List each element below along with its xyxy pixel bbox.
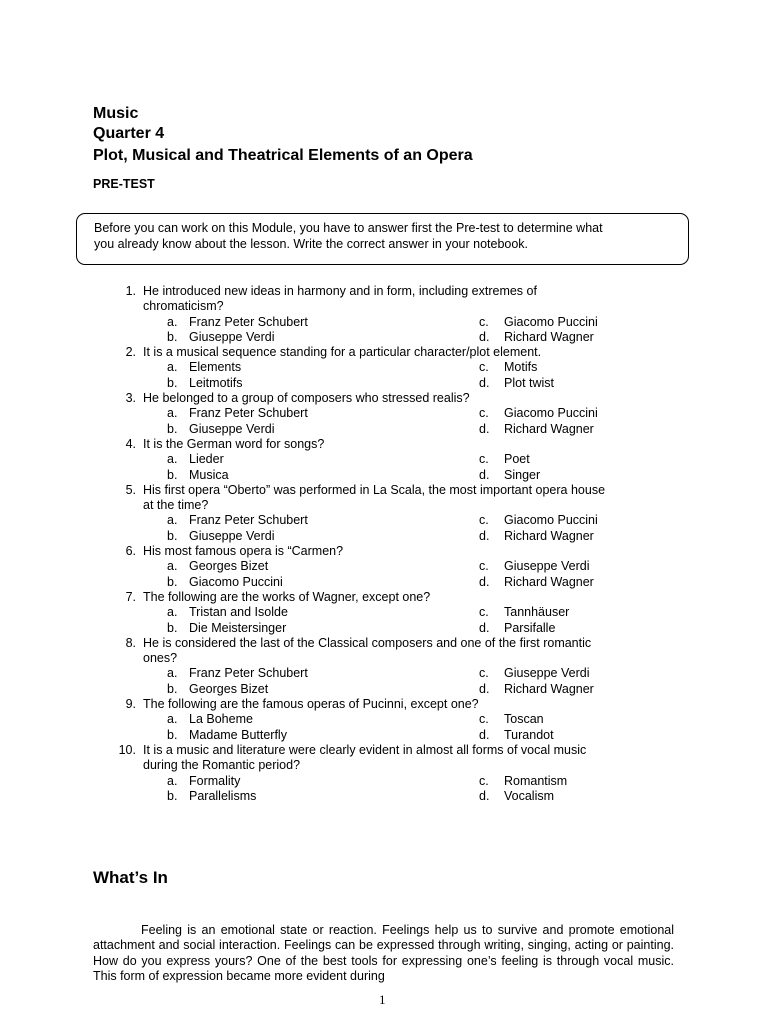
question-number: 6. bbox=[125, 544, 136, 559]
option-letter: b. bbox=[167, 467, 178, 482]
question-line bbox=[0, 590, 768, 605]
question-line bbox=[0, 345, 768, 360]
option-letter: c. bbox=[479, 666, 489, 681]
option-letter: d. bbox=[479, 788, 490, 803]
option-letter: d. bbox=[479, 574, 490, 589]
option-text: Giuseppe Verdi bbox=[504, 559, 590, 574]
option-text: Georges Bizet bbox=[189, 559, 269, 574]
instructions-box bbox=[76, 213, 689, 265]
option-text: Franz Peter Schubert bbox=[189, 666, 308, 681]
option-letter: d. bbox=[479, 727, 490, 742]
question-number: 8. bbox=[125, 635, 136, 650]
option-text: Franz Peter Schubert bbox=[189, 314, 308, 329]
option-letter: c. bbox=[479, 360, 489, 375]
option-text: Parallelisms bbox=[189, 788, 257, 803]
option-row bbox=[0, 575, 768, 590]
question-text: He introduced new ideas in harmony and in form, including extremes of bbox=[143, 284, 537, 298]
whats-in-heading: What’s In bbox=[93, 868, 168, 887]
question-number: 1. bbox=[125, 284, 136, 298]
option-row bbox=[0, 529, 768, 544]
option-row bbox=[0, 330, 768, 345]
option-letter: a. bbox=[167, 666, 178, 681]
option-text: Franz Peter Schubert bbox=[189, 406, 308, 421]
option-text: Plot twist bbox=[504, 375, 555, 390]
option-text: Motifs bbox=[504, 360, 538, 375]
question-item bbox=[0, 590, 768, 636]
lesson-title: Plot, Musical and Theatrical Elements of an Opera bbox=[93, 147, 473, 164]
question-item bbox=[0, 697, 768, 743]
option-text: Parsifalle bbox=[504, 620, 556, 635]
question-number: 7. bbox=[125, 589, 136, 604]
question-text: He is considered the last of the Classical composers and one of the first romantic bbox=[143, 635, 592, 650]
option-letter: c. bbox=[479, 513, 489, 528]
question-line bbox=[0, 299, 768, 314]
option-text: Richard Wagner bbox=[504, 681, 594, 696]
option-letter: d. bbox=[479, 681, 490, 696]
option-letter: a. bbox=[167, 452, 178, 467]
option-letter: c. bbox=[479, 452, 489, 467]
question-number: 2. bbox=[125, 345, 136, 360]
option-letter: c. bbox=[479, 314, 489, 329]
pretest-label: PRE-TEST bbox=[93, 177, 155, 191]
question-text: at the time? bbox=[143, 498, 209, 513]
option-row bbox=[0, 315, 768, 330]
question-line bbox=[0, 437, 768, 452]
question-number: 3. bbox=[125, 391, 136, 406]
option-row bbox=[0, 422, 768, 437]
option-text: Singer bbox=[504, 467, 541, 482]
option-text: Toscan bbox=[504, 712, 544, 727]
question-line bbox=[0, 758, 768, 773]
option-text: Richard Wagner bbox=[504, 528, 594, 543]
option-text: Giacomo Puccini bbox=[504, 314, 598, 329]
option-letter: b. bbox=[167, 329, 178, 344]
question-line bbox=[0, 636, 768, 651]
option-letter: a. bbox=[167, 406, 178, 421]
quarter-heading: Quarter 4 bbox=[93, 125, 165, 142]
question-line bbox=[0, 483, 768, 498]
question-text: ones? bbox=[143, 651, 178, 666]
option-letter: b. bbox=[167, 727, 178, 742]
option-row bbox=[0, 774, 768, 789]
option-text: Tannhäuser bbox=[504, 605, 570, 620]
option-letter: b. bbox=[167, 528, 178, 543]
option-text: Giacomo Puccini bbox=[189, 574, 283, 589]
option-text: Tristan and Isolde bbox=[189, 605, 288, 620]
question-number: 4. bbox=[125, 436, 136, 451]
option-row bbox=[0, 406, 768, 421]
option-row bbox=[0, 682, 768, 697]
question-line bbox=[0, 651, 768, 666]
option-letter: b. bbox=[167, 375, 178, 390]
instructions-line-2: you already know about the lesson. Write the correct answer in your notebook. bbox=[94, 236, 529, 251]
option-text: Giuseppe Verdi bbox=[189, 528, 275, 543]
option-letter: d. bbox=[479, 467, 490, 482]
option-row bbox=[0, 605, 768, 620]
option-letter: a. bbox=[167, 559, 178, 574]
option-text: La Boheme bbox=[189, 712, 253, 727]
option-letter: a. bbox=[167, 712, 178, 727]
option-row bbox=[0, 513, 768, 528]
question-line bbox=[0, 697, 768, 712]
question-list bbox=[0, 284, 768, 804]
instructions-line-1: Before you can work on this Module, you have to answer first the Pre-test to determine what bbox=[94, 221, 603, 235]
question-text: It is a musical sequence standing for a particular character/plot element. bbox=[143, 345, 542, 360]
option-text: Lieder bbox=[189, 452, 224, 467]
option-letter: d. bbox=[479, 421, 490, 436]
option-row bbox=[0, 789, 768, 804]
option-text: Madame Butterfly bbox=[189, 727, 287, 742]
option-letter: a. bbox=[167, 605, 178, 620]
option-text: Vocalism bbox=[504, 788, 555, 803]
option-text: Giuseppe Verdi bbox=[504, 666, 590, 681]
option-letter: b. bbox=[167, 620, 178, 635]
option-row bbox=[0, 468, 768, 483]
option-text: Richard Wagner bbox=[504, 421, 594, 436]
option-letter: c. bbox=[479, 712, 489, 727]
question-text: He belonged to a group of composers who stressed realis? bbox=[143, 391, 470, 406]
option-text: Richard Wagner bbox=[504, 329, 594, 344]
question-line bbox=[0, 743, 768, 758]
option-text: Turandot bbox=[504, 727, 554, 742]
question-text: It is the German word for songs? bbox=[143, 436, 325, 451]
option-row bbox=[0, 728, 768, 743]
option-row bbox=[0, 360, 768, 375]
option-letter: b. bbox=[167, 788, 178, 803]
question-line bbox=[0, 284, 768, 299]
option-row bbox=[0, 621, 768, 636]
question-text: during the Romantic period? bbox=[143, 758, 301, 773]
question-item bbox=[0, 345, 768, 391]
option-text: Elements bbox=[189, 360, 242, 375]
option-row bbox=[0, 666, 768, 681]
option-row bbox=[0, 376, 768, 391]
question-line bbox=[0, 544, 768, 559]
option-letter: a. bbox=[167, 513, 178, 528]
option-text: Giacomo Puccini bbox=[504, 513, 598, 528]
question-text: It is a music and literature were clearly evident in almost all forms of vocal music bbox=[143, 742, 587, 757]
option-text: Richard Wagner bbox=[504, 574, 594, 589]
option-text: Romantism bbox=[504, 773, 568, 788]
question-item bbox=[0, 391, 768, 437]
question-number: 5. bbox=[125, 482, 136, 497]
question-item bbox=[0, 483, 768, 544]
option-letter: d. bbox=[479, 620, 490, 635]
question-text: The following are the famous operas of Pucinni, except one? bbox=[143, 697, 479, 712]
option-row bbox=[0, 559, 768, 574]
option-letter: d. bbox=[479, 528, 490, 543]
option-letter: a. bbox=[167, 314, 178, 329]
option-row bbox=[0, 452, 768, 467]
option-text: Die Meistersinger bbox=[189, 620, 287, 635]
option-text: Musica bbox=[189, 467, 229, 482]
question-item bbox=[0, 437, 768, 483]
page-number: 1 bbox=[379, 992, 386, 1007]
option-letter: a. bbox=[167, 773, 178, 788]
option-letter: d. bbox=[479, 329, 490, 344]
option-text: Giuseppe Verdi bbox=[189, 421, 275, 436]
question-item bbox=[0, 636, 768, 697]
option-letter: b. bbox=[167, 574, 178, 589]
option-text: Georges Bizet bbox=[189, 681, 269, 696]
question-item bbox=[0, 743, 768, 804]
question-line bbox=[0, 391, 768, 406]
option-row bbox=[0, 712, 768, 727]
option-text: Poet bbox=[504, 452, 530, 467]
whats-in-paragraph: Feeling is an emotional state or reaction. Feelings help us to survive and promote emotional attachment and social interaction. Feelings can be expressed through writing, singing, acting or painting. How do you express yours? One of the best tools for expressing one’s feeling is through vocal music. This form of expression became more evident during bbox=[93, 923, 674, 984]
question-number: 9. bbox=[125, 697, 136, 712]
option-text: Leitmotifs bbox=[189, 375, 243, 390]
question-text: The following are the works of Wagner, except one? bbox=[143, 589, 431, 604]
option-text: Franz Peter Schubert bbox=[189, 513, 308, 528]
question-item bbox=[0, 544, 768, 590]
question-text: chromaticism? bbox=[143, 299, 224, 314]
option-text: Formality bbox=[189, 773, 241, 788]
option-text: Giuseppe Verdi bbox=[189, 329, 275, 344]
question-number: 10. bbox=[118, 742, 136, 757]
subject-heading: Music bbox=[93, 105, 139, 122]
option-letter: b. bbox=[167, 681, 178, 696]
option-letter: a. bbox=[167, 360, 178, 375]
option-letter: c. bbox=[479, 605, 489, 620]
option-text: Giacomo Puccini bbox=[504, 406, 598, 421]
option-letter: d. bbox=[479, 375, 490, 390]
question-item bbox=[0, 284, 768, 345]
question-line bbox=[0, 498, 768, 513]
option-letter: c. bbox=[479, 406, 489, 421]
question-text: His first opera “Oberto” was performed in La Scala, the most important opera house bbox=[143, 482, 606, 497]
option-letter: c. bbox=[479, 773, 489, 788]
option-letter: b. bbox=[167, 421, 178, 436]
question-text: His most famous opera is “Carmen? bbox=[143, 544, 344, 559]
option-letter: c. bbox=[479, 559, 489, 574]
